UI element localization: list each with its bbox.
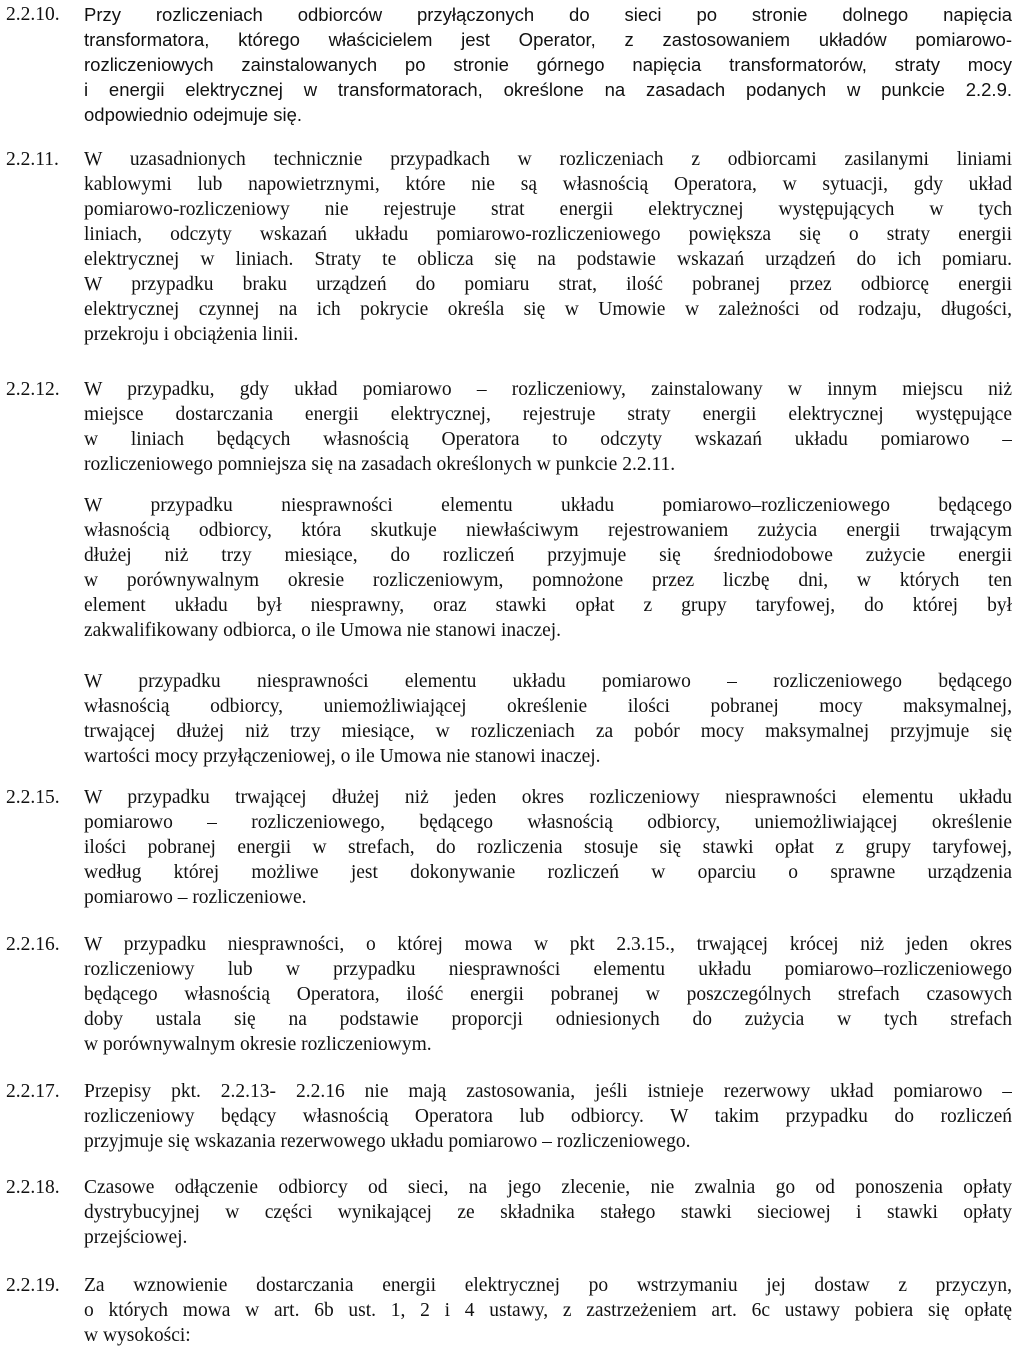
text-line: będącego własnością Operatora, ilość energii pobranej w poszczególnych strefach czasowych: [84, 984, 1012, 1005]
text-line: przejściowej.: [84, 1227, 188, 1248]
text-line: odpowiednio odejmuje się.: [84, 104, 303, 125]
text-line: W uzasadnionych technicznie przypadkach w rozliczeniach z odbiorcami zasilanymi liniami: [84, 149, 1012, 170]
text-line: i energii elektrycznej w transformatorach, określone na zasadach podanych w punkcie 2.2.9.: [84, 79, 1012, 100]
text-line: Przepisy pkt. 2.2.13- 2.2.16 nie mają zastosowania, jeśli istnieje rezerwowy układ pomiarowo –: [84, 1081, 1012, 1102]
text-line: W przypadku trwającej dłużej niż jeden okres rozliczeniowy niesprawności elementu układu: [84, 787, 1012, 808]
clause-paragraph: [84, 2, 1012, 127]
text-line: pomiarowo – rozliczeniowego, będącego własnością odbiorcy, uniemożliwiającej określenie: [84, 812, 1012, 833]
clause-number: 2.2.11.: [6, 149, 59, 170]
clause-number: 2.2.19.: [6, 1275, 60, 1296]
text-line: wartości mocy przyłączeniowej, o ile Umowa nie stanowi inaczej.: [84, 746, 601, 767]
text-line: rozliczeniowych zainstalowanych po stronie górnego napięcia transformatorów, straty mocy: [84, 54, 1012, 75]
clause-number: 2.2.17.: [6, 1081, 60, 1102]
clause-paragraph: [84, 1079, 1012, 1154]
text-line: Za wznowienie dostarczania energii elektrycznej po wstrzymaniu jej dostaw z przyczyn,: [84, 1275, 1012, 1296]
text-line: doby ustala się na podstawie proporcji odniesionych do zużycia w tych strefach: [84, 1009, 1012, 1030]
text-line: elektrycznej czynnej na ich pokrycie określa się w Umowie w zależności od rodzaju, długości,: [84, 299, 1012, 320]
text-line: w porównywalnym okresie rozliczeniowym.: [84, 1034, 432, 1055]
text-line: pomiarowo-rozliczeniowy nie rejestruje strat energii elektrycznej występujących w tych: [84, 199, 1012, 220]
clause-paragraph: [84, 493, 1012, 643]
text-line: zakwalifikowany odbiorca, o ile Umowa nie stanowi inaczej.: [84, 620, 562, 641]
text-line: w porównywalnym okresie rozliczeniowym, pomnożone przez liczbę dni, w których ten: [84, 570, 1012, 591]
text-line: Czasowe odłączenie odbiorcy od sieci, na jego zlecenie, nie zwalnia go od ponoszenia opłaty: [84, 1177, 1012, 1198]
clause-number: 2.2.10.: [6, 4, 60, 25]
text-line: trwającej dłużej niż trzy miesiące, w rozliczeniach za pobór mocy maksymalnej przyjmuje się: [84, 721, 1012, 742]
text-line: elektrycznej w liniach. Straty te oblicza się na podstawie wskazań urządzeń do ich pomiaru.: [84, 249, 1012, 270]
text-line: według której możliwe jest dokonywanie rozliczeń w oparciu o sprawne urządzenia: [84, 862, 1012, 883]
text-line: rozliczeniowy lub w przypadku niesprawności elementu układu pomiarowo–rozliczeniowego: [84, 959, 1012, 980]
text-line: transformatora, którego właścicielem jest Operator, z zastosowaniem układów pomiarowo-: [84, 29, 1012, 50]
clause-number: 2.2.16.: [6, 934, 60, 955]
clause-paragraph: [84, 785, 1012, 910]
text-line: liniach, odczyty wskazań układu pomiarowo-rozliczeniowego powiększa się o straty energii: [84, 224, 1012, 245]
clause-number: 2.2.18.: [6, 1177, 60, 1198]
text-line: o których mowa w art. 6b ust. 1, 2 i 4 ustawy, z zastrzeżeniem art. 6c ustawy pobiera się opłatę: [84, 1300, 1012, 1321]
clause-paragraph: [84, 1175, 1012, 1250]
clause-paragraph: [84, 932, 1012, 1057]
clause-paragraph: [84, 1273, 1012, 1348]
text-line: przyjmuje się wskazania rezerwowego układu pomiarowo – rozliczeniowego.: [84, 1131, 691, 1152]
clause-number: 2.2.12.: [6, 379, 60, 400]
text-line: element układu był niesprawny, oraz stawki opłat z grupy taryfowej, do której był: [84, 595, 1012, 616]
text-line: kablowymi lub napowietrznymi, które nie są własnością Operatora, w sytuacji, gdy układ: [84, 174, 1012, 195]
text-line: Przy rozliczeniach odbiorców przyłączonych do sieci po stronie dolnego napięcia: [84, 4, 1012, 25]
text-line: rozliczeniowy będący własnością Operatora lub odbiorcy. W takim przypadku do rozliczeń: [84, 1106, 1012, 1127]
text-line: miejsce dostarczania energii elektrycznej, rejestruje straty energii elektrycznej występujące: [84, 404, 1012, 425]
clause-paragraph: [84, 147, 1012, 347]
text-line: W przypadku niesprawności, o której mowa w pkt 2.3.15., trwającej krócej niż jeden okres: [84, 934, 1012, 955]
text-line: W przypadku niesprawności elementu układu pomiarowo–rozliczeniowego będącego: [84, 495, 1012, 516]
clause-number: 2.2.15.: [6, 787, 60, 808]
text-line: W przypadku, gdy układ pomiarowo – rozliczeniowy, zainstalowany w innym miejscu niż: [84, 379, 1012, 400]
text-line: własnością odbiorcy, która skutkuje niewłaściwym rejestrowaniem zużycia energii trwającym: [84, 520, 1012, 541]
clause-paragraph: [84, 669, 1012, 769]
text-line: w wysokości:: [84, 1325, 191, 1346]
text-line: w liniach będących własnością Operatora to odczyty wskazań układu pomiarowo –: [84, 429, 1012, 450]
text-line: własnością odbiorcy, uniemożliwiającej określenie ilości pobranej mocy maksymalnej,: [84, 696, 1012, 717]
text-line: pomiarowo – rozliczeniowe.: [84, 887, 307, 908]
text-line: przekroju i obciążenia linii.: [84, 324, 299, 345]
text-line: W przypadku braku urządzeń do pomiaru strat, ilość pobranej przez odbiorcę energii: [84, 274, 1012, 295]
text-line: dystrybucyjnej w części wynikającej ze składnika stałego stawki sieciowej i stawki opłaty: [84, 1202, 1012, 1223]
clause-paragraph: [84, 377, 1012, 477]
text-line: dłużej niż trzy miesiące, do rozliczeń przyjmuje się średniodobowe zużycie energii: [84, 545, 1012, 566]
text-line: ilości pobranej energii w strefach, do rozliczenia stosuje się stawki opłat z grupy taryfowej,: [84, 837, 1012, 858]
text-line: rozliczeniowego pomniejsza się na zasadach określonych w punkcie 2.2.11.: [84, 454, 676, 475]
text-line: W przypadku niesprawności elementu układu pomiarowo – rozliczeniowego będącego: [84, 671, 1012, 692]
